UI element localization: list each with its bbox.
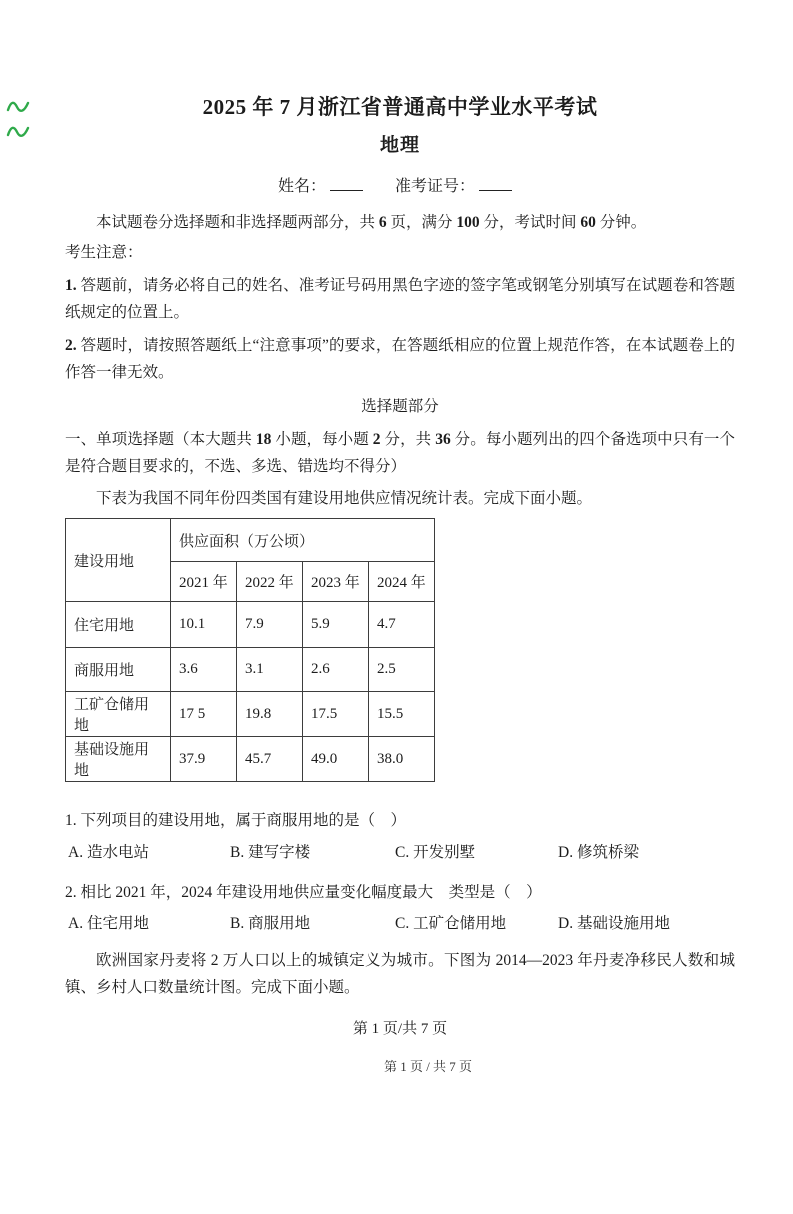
table-year-header: 2021 年 (171, 562, 237, 602)
instr-text: 小题，每小题 (271, 431, 373, 448)
summary-text: 分，考试时间 (479, 214, 581, 231)
cell-value: 7.9 (237, 602, 303, 648)
notice-heading: 考生注意： (65, 244, 143, 261)
cell-value: 15.5 (369, 692, 435, 737)
page-title: 2025 年 7 月浙江省普通高中学业水平考试 (202, 95, 598, 119)
summary-text: 本试题卷分选择题和非选择题两部分，共 (96, 214, 379, 231)
page-number-body: 第 1 页/共 7 页 (352, 1021, 448, 1037)
row-label: 商服用地 (66, 648, 171, 692)
watermark-icon (6, 122, 30, 140)
question-number: 1. (65, 812, 77, 829)
cell-value: 2.5 (369, 648, 435, 692)
cell-value: 3.1 (237, 648, 303, 692)
cell-value: 37.9 (171, 737, 237, 782)
option-a: A. 造水电站 (68, 844, 149, 861)
table-year-header: 2023 年 (303, 562, 369, 602)
points-total: 36 (435, 431, 451, 448)
table-year-header: 2022 年 (237, 562, 303, 602)
cell-value: 5.9 (303, 602, 369, 648)
item-number: 2. (65, 337, 77, 354)
option-c: C. 开发别墅 (395, 844, 476, 861)
table-col-group-header: 供应面积（万公顷） (171, 519, 435, 562)
table-row (66, 692, 435, 737)
name-label: 姓名： (277, 178, 326, 195)
question-1-options (65, 839, 735, 866)
name-blank (330, 186, 363, 191)
item-number: 1. (65, 277, 77, 294)
exam-page (0, 92, 793, 1079)
full-score: 100 (456, 214, 480, 231)
exam-summary (65, 209, 735, 236)
question-number: 2. (65, 884, 77, 901)
instr-text: 一、单项选择题（本大题共 (65, 431, 256, 448)
land-supply-table (65, 518, 435, 782)
question-2-options (65, 910, 735, 937)
option-d: D. 基础设施用地 (558, 915, 670, 932)
notice-item-1 (65, 272, 735, 326)
question-1 (65, 807, 735, 834)
notice-item-2 (65, 332, 735, 386)
table-row (66, 648, 435, 692)
passage-1: 下表为我国不同年份四类国有建设用地供应情况统计表。完成下面小题。 (96, 490, 593, 507)
table-year-header: 2024 年 (369, 562, 435, 602)
passage-2: 欧洲国家丹麦将 2 万人口以上的城镇定义为城市。下图为 2014—2023 年丹麦净移民人数和城镇、乡村人口数量统计图。完成下面小题。 (65, 952, 735, 996)
cell-value: 19.8 (237, 692, 303, 737)
exam-id-blank (479, 186, 512, 191)
item-text: 答题时，请按照答题纸上“注意事项”的要求，在答题纸相应的位置上规范作答，在本试题卷上的作答一律无效。 (65, 337, 736, 381)
option-a: A. 住宅用地 (68, 915, 149, 932)
table-row (66, 602, 435, 648)
item-text: 答题前，请务必将自己的姓名、准考证号码用黑色字迹的签字笔或钢笔分别填写在试题卷和答题纸规定的位置上。 (65, 277, 735, 321)
section-part-title: 选择题部分 (361, 398, 439, 415)
summary-text: 页，满分 (386, 214, 457, 231)
option-c: C. 工矿仓储用地 (395, 915, 507, 932)
watermark-icon (6, 98, 30, 116)
row-label: 基础设施用地 (66, 737, 171, 782)
cell-value: 3.6 (171, 648, 237, 692)
summary-text: 分钟。 (595, 214, 647, 231)
cell-value: 17.5 (303, 692, 369, 737)
cell-value: 38.0 (369, 737, 435, 782)
candidate-info-line (65, 173, 735, 200)
option-b: B. 商服用地 (230, 915, 311, 932)
question-text: 相比 2021 年，2024 年建设用地供应量变化幅度最大 类型是（ ） (80, 884, 542, 901)
cell-value: 4.7 (369, 602, 435, 648)
subject-title: 地理 (379, 135, 420, 156)
option-b: B. 建写字楼 (230, 844, 311, 861)
row-label: 工矿仓储用地 (66, 692, 171, 737)
question-2 (65, 879, 735, 906)
option-d: D. 修筑桥梁 (558, 844, 639, 861)
cell-value: 45.7 (237, 737, 303, 782)
row-label: 住宅用地 (66, 602, 171, 648)
cell-value: 49.0 (303, 737, 369, 782)
instr-text: 分，共 (380, 431, 436, 448)
question-count: 18 (255, 431, 272, 448)
table-row (66, 737, 435, 782)
cell-value: 17 5 (171, 692, 237, 737)
exam-id-label: 准考证号： (395, 178, 476, 195)
question-text: 下列项目的建设用地，属于商服用地的是（ ） (80, 812, 407, 829)
cell-value: 2.6 (303, 648, 369, 692)
duration: 60 (580, 214, 596, 231)
page-number-footer: 第 1 页 / 共 7 页 (383, 1059, 473, 1074)
table-row-header: 建设用地 (66, 519, 171, 602)
pages-count: 6 (378, 214, 387, 231)
cell-value: 10.1 (171, 602, 237, 648)
points-each: 2 (372, 431, 381, 448)
section-instructions (65, 426, 735, 480)
instr-text: 分。每小题列出的四个备选项中只有一个是符合题目要求的，不选、多选、错选均不得分） (65, 431, 735, 475)
